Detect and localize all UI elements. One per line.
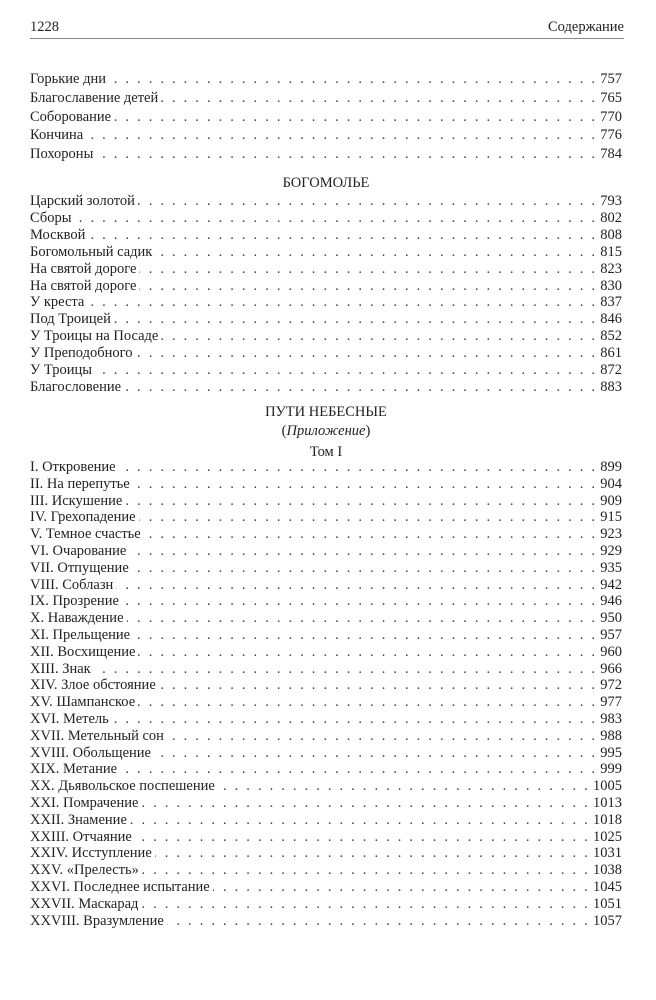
entry-page: 776 xyxy=(600,127,622,144)
toc-entry[interactable] xyxy=(30,193,622,210)
dot-leader xyxy=(167,913,590,930)
entry-title: Москвой xyxy=(30,226,86,243)
entry-title: На святой дороге xyxy=(30,277,137,294)
toc-section-puti-nebesnye xyxy=(30,459,622,929)
toc-entry[interactable] xyxy=(30,896,622,913)
entry-page: 950 xyxy=(600,610,622,627)
dot-leader xyxy=(135,829,590,846)
entry-page: 861 xyxy=(600,345,622,362)
dot-leader xyxy=(96,145,597,164)
running-title: Содержание xyxy=(548,19,624,35)
entry-page: 929 xyxy=(600,542,622,559)
entry-page: 1038 xyxy=(593,862,622,879)
dot-leader xyxy=(94,661,598,678)
entry-title: Благославение детей xyxy=(30,89,159,106)
entry-title: Похороны xyxy=(30,146,94,163)
entry-page: 988 xyxy=(600,727,622,744)
entry-page: 802 xyxy=(600,209,622,226)
toc-entry[interactable] xyxy=(30,879,622,896)
entry-page: 1018 xyxy=(593,811,622,828)
toc-section-continued xyxy=(30,70,622,164)
entry-page: 966 xyxy=(600,660,622,677)
toc-entry[interactable] xyxy=(30,227,622,244)
entry-title: XIV. Злое обстояние xyxy=(30,677,156,694)
toc-entry[interactable] xyxy=(30,244,622,261)
entry-title: XIII. Знак xyxy=(30,660,91,677)
entry-title: Благословение xyxy=(30,378,122,395)
entry-title: XII. Восхищение xyxy=(30,643,136,660)
entry-title: XXII. Знамение xyxy=(30,811,127,828)
toc-entry[interactable] xyxy=(30,210,622,227)
toc-entry[interactable] xyxy=(30,610,622,627)
entry-page: 1045 xyxy=(593,878,622,895)
entry-page: 1031 xyxy=(593,845,622,862)
entry-title: VI. Очарование xyxy=(30,542,127,559)
toc-entry[interactable] xyxy=(30,294,622,311)
dot-leader xyxy=(116,577,597,594)
entry-title: XXI. Помрачение xyxy=(30,794,139,811)
dot-leader xyxy=(155,244,597,261)
dot-leader xyxy=(139,278,597,295)
entry-page: 946 xyxy=(600,593,622,610)
entry-page: 808 xyxy=(600,226,622,243)
toc-entry[interactable] xyxy=(30,593,622,610)
toc-entry[interactable] xyxy=(30,311,622,328)
entry-title: XIX. Метание xyxy=(30,761,118,778)
toc-entry[interactable] xyxy=(30,913,622,930)
dot-leader xyxy=(109,70,597,89)
toc-entry[interactable] xyxy=(30,745,622,762)
dot-leader xyxy=(133,627,597,644)
dot-leader xyxy=(132,560,597,577)
dot-leader xyxy=(136,345,598,362)
entry-page: 846 xyxy=(600,311,622,328)
dot-leader xyxy=(119,459,598,476)
entry-title: Кончина xyxy=(30,127,84,144)
toc-section-bogomolye xyxy=(30,193,622,396)
dot-leader xyxy=(138,644,597,661)
entry-title: Царский золотой xyxy=(30,193,135,209)
toc-entry[interactable] xyxy=(30,677,622,694)
toc-entry[interactable] xyxy=(30,145,622,164)
entry-title: II. На перепутье xyxy=(30,475,130,492)
entry-page: 765 xyxy=(600,89,622,106)
toc-entry[interactable] xyxy=(30,526,622,543)
toc-entry[interactable] xyxy=(30,812,622,829)
entry-page: 904 xyxy=(600,475,622,492)
toc-entry[interactable] xyxy=(30,70,622,89)
entry-title: XXVII. Маскарад xyxy=(30,895,139,912)
entry-page: 837 xyxy=(600,294,622,311)
toc-entry[interactable] xyxy=(30,778,622,795)
subheading-appendix: Приложение xyxy=(286,423,366,439)
dot-leader xyxy=(114,108,597,127)
entry-page: 770 xyxy=(600,108,622,125)
dot-leader xyxy=(86,126,597,145)
entry-title: У Троицы xyxy=(30,362,92,379)
toc-entry[interactable] xyxy=(30,694,622,711)
entry-page: 923 xyxy=(600,526,622,543)
entry-title: V. Темное счастье xyxy=(30,526,141,543)
entry-page: 977 xyxy=(600,694,622,711)
toc-entry[interactable] xyxy=(30,379,622,396)
entry-title: XVIII. Обольщение xyxy=(30,744,151,761)
toc-entry[interactable] xyxy=(30,728,622,745)
section-heading-puti-nebesnye: ПУТИ НЕБЕСНЫЕ xyxy=(265,404,387,420)
toc-entry[interactable] xyxy=(30,126,622,145)
section-heading-bogomolye: БОГОМОЛЬЕ xyxy=(282,175,370,191)
dot-leader xyxy=(138,193,597,210)
entry-page: 793 xyxy=(600,193,622,209)
entry-page: 1057 xyxy=(593,912,622,929)
dot-leader xyxy=(161,89,597,108)
entry-title: XV. Шампанское xyxy=(30,694,136,711)
dot-leader xyxy=(122,593,597,610)
entry-title: III. Искушение xyxy=(30,492,123,509)
entry-title: У креста xyxy=(30,294,85,311)
toc-entry[interactable] xyxy=(30,845,622,862)
dot-leader xyxy=(125,493,597,510)
entry-title: IX. Прозрение xyxy=(30,593,119,610)
toc-entry[interactable] xyxy=(30,560,622,577)
entry-title: VIII. Соблазн xyxy=(30,576,114,593)
toc-entry[interactable] xyxy=(30,661,622,678)
toc-entry[interactable] xyxy=(30,261,622,278)
entry-page: 983 xyxy=(600,710,622,727)
entry-page: 909 xyxy=(600,492,622,509)
dot-leader xyxy=(213,879,590,896)
entry-title: XXV. «Прелесть» xyxy=(30,862,139,879)
toc-entry[interactable] xyxy=(30,476,622,493)
entry-page: 852 xyxy=(600,328,622,345)
toc-entry[interactable] xyxy=(30,89,622,108)
entry-page: 1013 xyxy=(593,794,622,811)
dot-leader xyxy=(142,862,590,879)
entry-title: У Преподобного xyxy=(30,345,133,362)
entry-title: XXVI. Последнее испытание xyxy=(30,878,210,895)
dot-leader xyxy=(159,677,597,694)
dot-leader xyxy=(129,543,597,560)
entry-page: 784 xyxy=(600,146,622,163)
entry-page: 872 xyxy=(600,362,622,379)
toc-entry[interactable] xyxy=(30,829,622,846)
toc-entry[interactable] xyxy=(30,459,622,476)
paren-open: ( xyxy=(281,423,287,439)
entry-page: 1051 xyxy=(593,895,622,912)
entry-page: 757 xyxy=(600,71,622,87)
dot-leader xyxy=(87,294,597,311)
toc-entry[interactable] xyxy=(30,345,622,362)
entry-page: 1005 xyxy=(593,778,622,795)
entry-page: 957 xyxy=(600,626,622,643)
toc-entry[interactable] xyxy=(30,328,622,345)
dot-leader xyxy=(127,610,598,627)
toc-entry[interactable] xyxy=(30,761,622,778)
dot-leader xyxy=(144,526,598,543)
dot-leader xyxy=(74,210,597,227)
toc-entry[interactable] xyxy=(30,543,622,560)
entry-page: 915 xyxy=(600,509,622,526)
entry-title: XVI. Метель xyxy=(30,710,109,727)
section-subheading xyxy=(30,422,622,441)
entry-title: X. Наваждение xyxy=(30,610,124,627)
dot-leader xyxy=(95,362,597,379)
entry-title: I. Откровение xyxy=(30,459,116,475)
dot-leader xyxy=(120,761,597,778)
entry-title: На святой дороге xyxy=(30,260,137,277)
toc-entry[interactable] xyxy=(30,493,622,510)
entry-title: XX. Дьявольское поспешение xyxy=(30,778,215,795)
dot-leader xyxy=(161,328,597,345)
dot-leader xyxy=(114,311,597,328)
dot-leader xyxy=(218,778,590,795)
entry-page: 1025 xyxy=(593,828,622,845)
entry-page: 815 xyxy=(600,243,622,260)
dot-leader xyxy=(139,261,597,278)
dot-leader xyxy=(167,728,597,745)
dot-leader xyxy=(141,896,590,913)
entry-title: VII. Отпущение xyxy=(30,559,129,576)
entry-page: 823 xyxy=(600,260,622,277)
entry-title: Богомольный садик xyxy=(30,243,153,260)
entry-page: 942 xyxy=(600,576,622,593)
entry-title: Соборование xyxy=(30,108,112,125)
dot-leader xyxy=(124,379,597,396)
entry-title: Под Троицей xyxy=(30,311,111,328)
entry-page: 883 xyxy=(600,378,622,395)
entry-page: 935 xyxy=(600,559,622,576)
entry-title: Горькие дни xyxy=(30,71,106,87)
dot-leader xyxy=(155,845,590,862)
toc-entry[interactable] xyxy=(30,509,622,526)
paren-close: ) xyxy=(365,423,371,439)
dot-leader xyxy=(130,812,590,829)
entry-title: IV. Грехопадение xyxy=(30,509,136,526)
toc-entry[interactable] xyxy=(30,644,622,661)
entry-page: 960 xyxy=(600,643,622,660)
toc-entry[interactable] xyxy=(30,108,622,127)
toc-entry[interactable] xyxy=(30,577,622,594)
entry-title: XXIII. Отчаяние xyxy=(30,828,132,845)
volume-heading: Том I xyxy=(309,444,343,460)
entry-page: 830 xyxy=(600,277,622,294)
entry-page: 899 xyxy=(600,459,622,475)
toc-entry[interactable] xyxy=(30,862,622,879)
entry-page: 999 xyxy=(600,761,622,778)
running-header xyxy=(30,12,624,39)
entry-title: XI. Прельщение xyxy=(30,626,131,643)
dot-leader xyxy=(112,711,597,728)
toc-entry[interactable] xyxy=(30,627,622,644)
dot-leader xyxy=(141,795,590,812)
toc-entry[interactable] xyxy=(30,278,622,295)
entry-title: У Троицы на Посаде xyxy=(30,328,159,345)
entry-title: Сборы xyxy=(30,209,72,226)
toc-entry[interactable] xyxy=(30,711,622,728)
dot-leader xyxy=(154,745,597,762)
entry-page: 972 xyxy=(600,677,622,694)
entry-page: 995 xyxy=(600,744,622,761)
entry-title: XVII. Метельный сон xyxy=(30,727,164,744)
page-number: 1228 xyxy=(30,19,59,35)
toc-entry[interactable] xyxy=(30,362,622,379)
entry-title: XXIV. Исступление xyxy=(30,845,152,862)
toc-entry[interactable] xyxy=(30,795,622,812)
dot-leader xyxy=(138,694,597,711)
dot-leader xyxy=(88,227,597,244)
entry-title: XXVIII. Вразумление xyxy=(30,912,164,929)
dot-leader xyxy=(139,509,598,526)
dot-leader xyxy=(133,476,598,493)
